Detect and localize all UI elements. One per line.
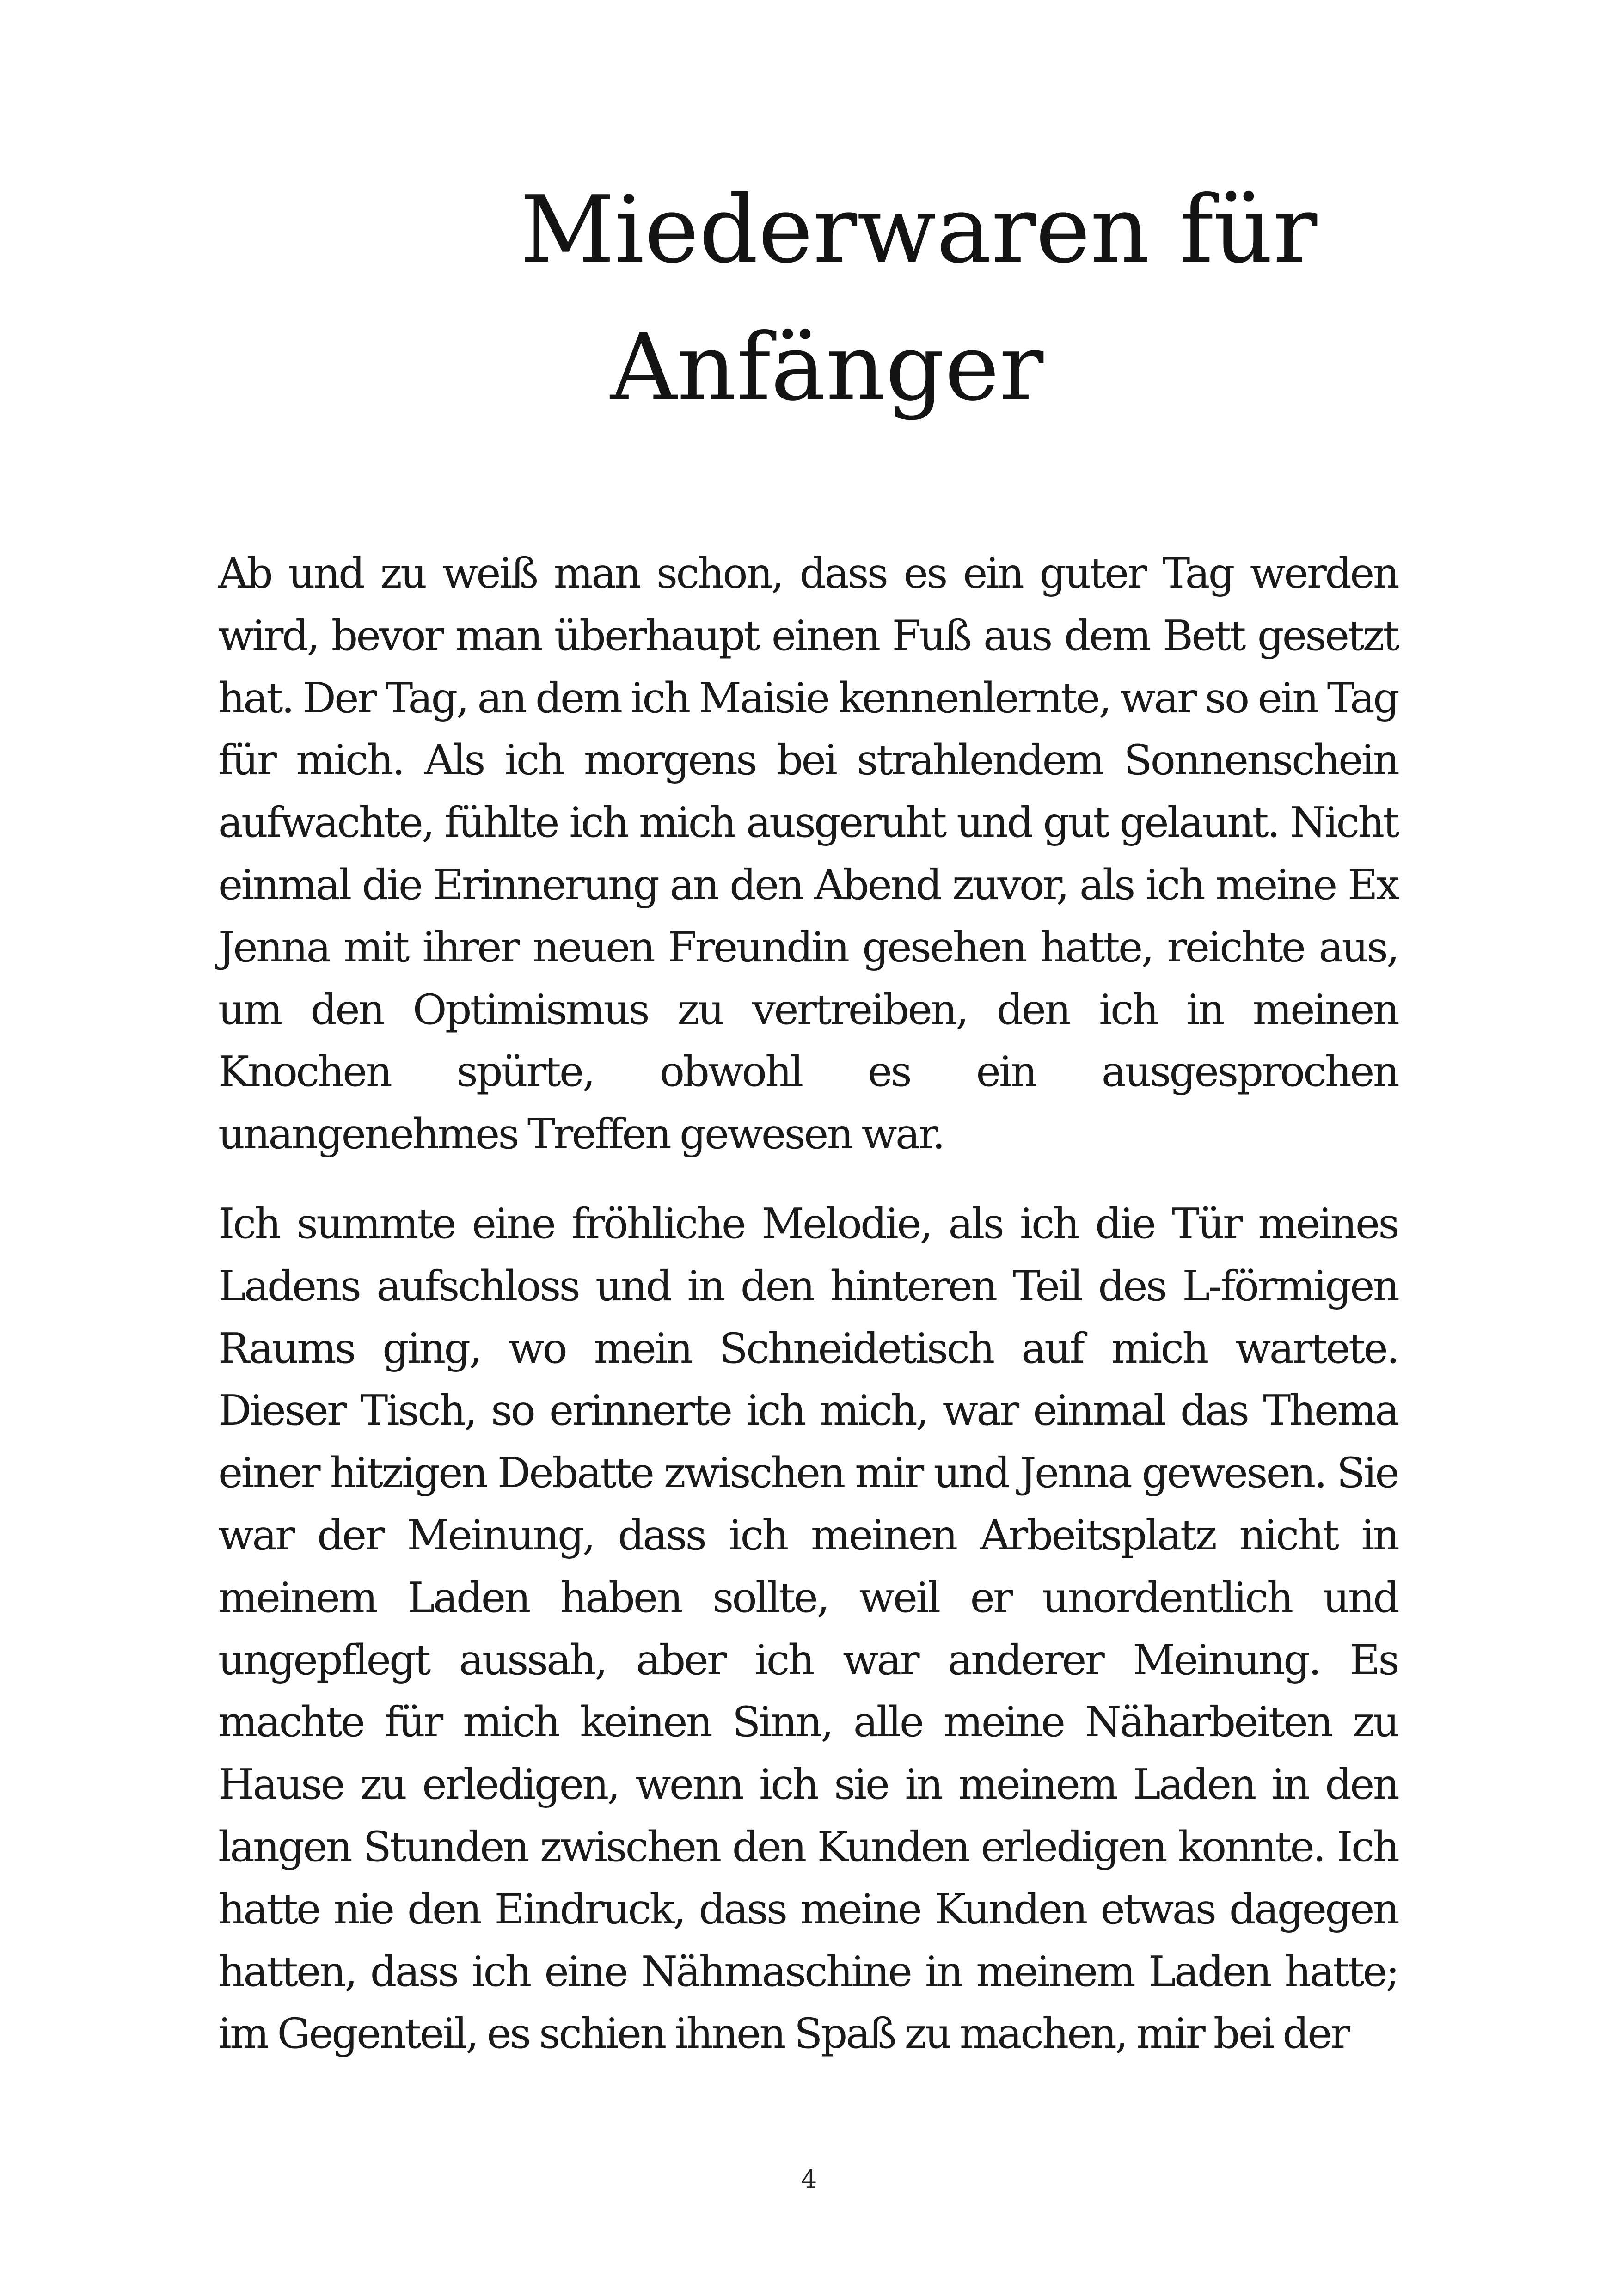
chapter-title-line-2: Anfänger xyxy=(610,314,1044,422)
paragraph-1: Ab und zu weiß man schon, dass es ein guter Tag werden wird, bevor man überhaupt einen Fuß aus dem Bett gesetzt hat. Der Tag, an dem ich Maisie kennenlernte, war so ein Tag für mich. Als ich morgens bei strahlendem Sonnenschein aufwachte, fühlte ich mich ausgeruht und gut gelaunt. Nicht einmal die Erinnerung an den Abend zuvor, als ich meine Ex Jenna mit ihrer neuen Freundin gesehen hatte, reichte aus, um den Optimismus zu vertreiben, den ich in meinen Knochen spürte, obwohl es ein ausgesprochen unangenehmes Treffen gewesen war. xyxy=(218,549,1398,1159)
paragraph-2: Ich summte eine fröhliche Melodie, als ich die Tür meines Ladens aufschloss und in den hinteren Teil des L-förmigen Raums ging, wo mein Schneidetisch auf mich wartete. Dieser Tisch, so erinnerte ich mich, war einmal das Thema einer hitzigen Debatte zwischen mir und Jenna gewesen. Sie war der Meinung, dass ich meinen Arbeitsplatz nicht in meinem Laden haben sollte, weil er unordentlich und ungepflegt aussah, aber ich war anderer Meinung. Es machte für mich keinen Sinn, alle meine Näharbeiten zu Hause zu erledigen, wenn ich sie in meinem Laden in den langen Stunden zwischen den Kunden erledigen konnte. Ich hatte nie den Eindruck, dass meine Kunden etwas dagegen hatten, dass ich eine Nähmaschine in meinem Laden hatte; im Gegenteil, es schien ihnen Spaß zu machen, mir bei der xyxy=(218,1199,1398,2058)
page-number: 4 xyxy=(801,2165,817,2194)
body-text xyxy=(218,543,1398,2065)
chapter-title-line-1: Miederwaren für xyxy=(520,176,1318,284)
